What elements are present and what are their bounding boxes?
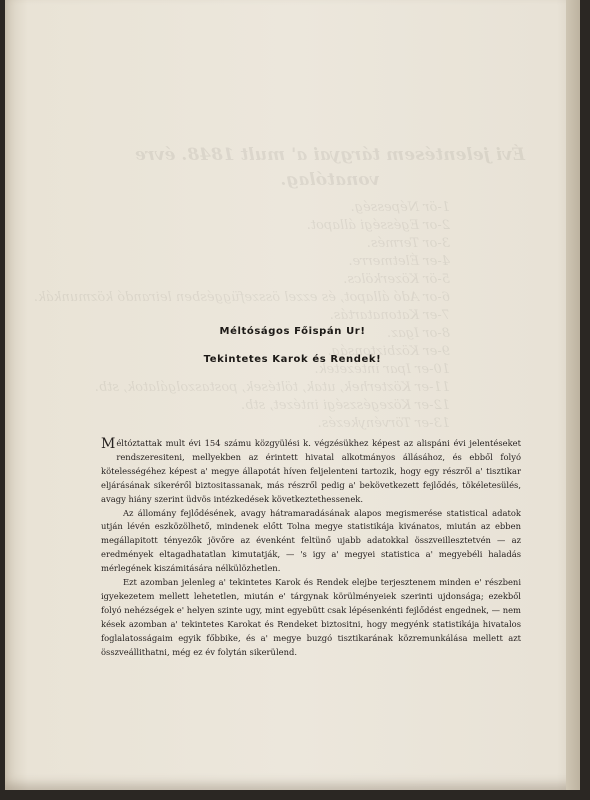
bleed-item: 12-er Közegészségi intézet, stb. (240, 398, 450, 413)
document-body (101, 437, 521, 660)
bleed-item: 13-er Törvénykezés. (317, 416, 450, 431)
address-heading: Tekintetes Karok és Rendek! (203, 354, 382, 365)
bleed-title-line1: Évi jelentésem tárgyai a' mult 1848. évre (134, 145, 526, 165)
bleed-item: 4-er Életmerre. (348, 254, 450, 269)
bleed-item: 10-er Ipar intézetek. (314, 362, 450, 377)
page-edge (566, 0, 580, 790)
paragraph-3: Ezt azomban jelenleg a' tekintetes Karok és Rendek elejbe terjesztenem minden e' részbeni igyekezetem mellett lehetetlen, miután e' tárgynak körülményeiek szerinti ujdonsága; ezekből folyó nehézségek e' helyen szinte ugy, mint egyebütt csak lépésenkénti fejlődést engednek, — nem kések azomban a' tekintetes Karokat és Rendeket biztositni, hogy megyénk statistikája hivatalos foglalatosságaim egyik főbbike, és a' megye buzgó tisztikarának közremunkálása mellett azt összveállithatni, még ez év folytán sikerülend. (101, 577, 521, 657)
bleed-item: 8-or Igaz. (386, 326, 450, 341)
salutation-heading: Méltóságos Főispán Ur! (219, 326, 366, 337)
bleed-item: 6-or Adó állapot, és ezzel összefüggésben leirandó közmunkák. (33, 290, 450, 305)
paragraph-1 (101, 437, 521, 507)
bleed-item: 9-er Közbiztonság. (327, 344, 450, 359)
bleed-item: 7-er Katonatartás. (329, 308, 450, 323)
paragraph-2: Az állomány fejlődésének, avagy hátramaradásának alapos megismerése statistical adatok utján lévén eszközölhető, mindenek előtt Tolna megye statistikája kivánatos, miután az ebben megállapitott tényezők jövőre az évenként feltünő ujabb adatokkal összveillesztetvén — az eredmények eltagadhatatlan kimutatják, — 's igy a' megyei statistica a' megyebéli haladás mérlegének kiszámitására nélkülözhetlen. (101, 507, 521, 574)
bleed-through-text (5, 0, 580, 790)
document-page (5, 0, 580, 790)
bleed-item: 11-er Közterhek, utak, töltések, postaszolgálatok, stb. (94, 380, 450, 395)
paragraph-1-text: éltóztattak mult évi 154 számu közgyülési k. végzésükhez képest az alispáni évi jelentéseket rendszeresiteni, mellyekben az érintett hivatal alkotmányos állásához, és ebből folyó kötelességéhez képest a' megye állapotát híven feljelenteni tartozik, hogy egy részről a' tisztikar eljárásának sikeréről biztositassanak, más részről pedig a' bekövetkezett fejlődés, tökéletesülés, avagy hiány szerint üdvös intézkedések következtethessenek. (101, 438, 521, 504)
bleed-item: 2-or Egésségi állapot. (306, 218, 450, 233)
bleed-item: 1-ör Népesség. (350, 200, 450, 215)
bleed-item: 3-or Termés. (366, 236, 450, 251)
bleed-item: 5-ör Közerkölcs. (343, 272, 450, 287)
bleed-title-line2: vonatólag. (280, 170, 380, 190)
drop-cap: M (101, 436, 116, 452)
